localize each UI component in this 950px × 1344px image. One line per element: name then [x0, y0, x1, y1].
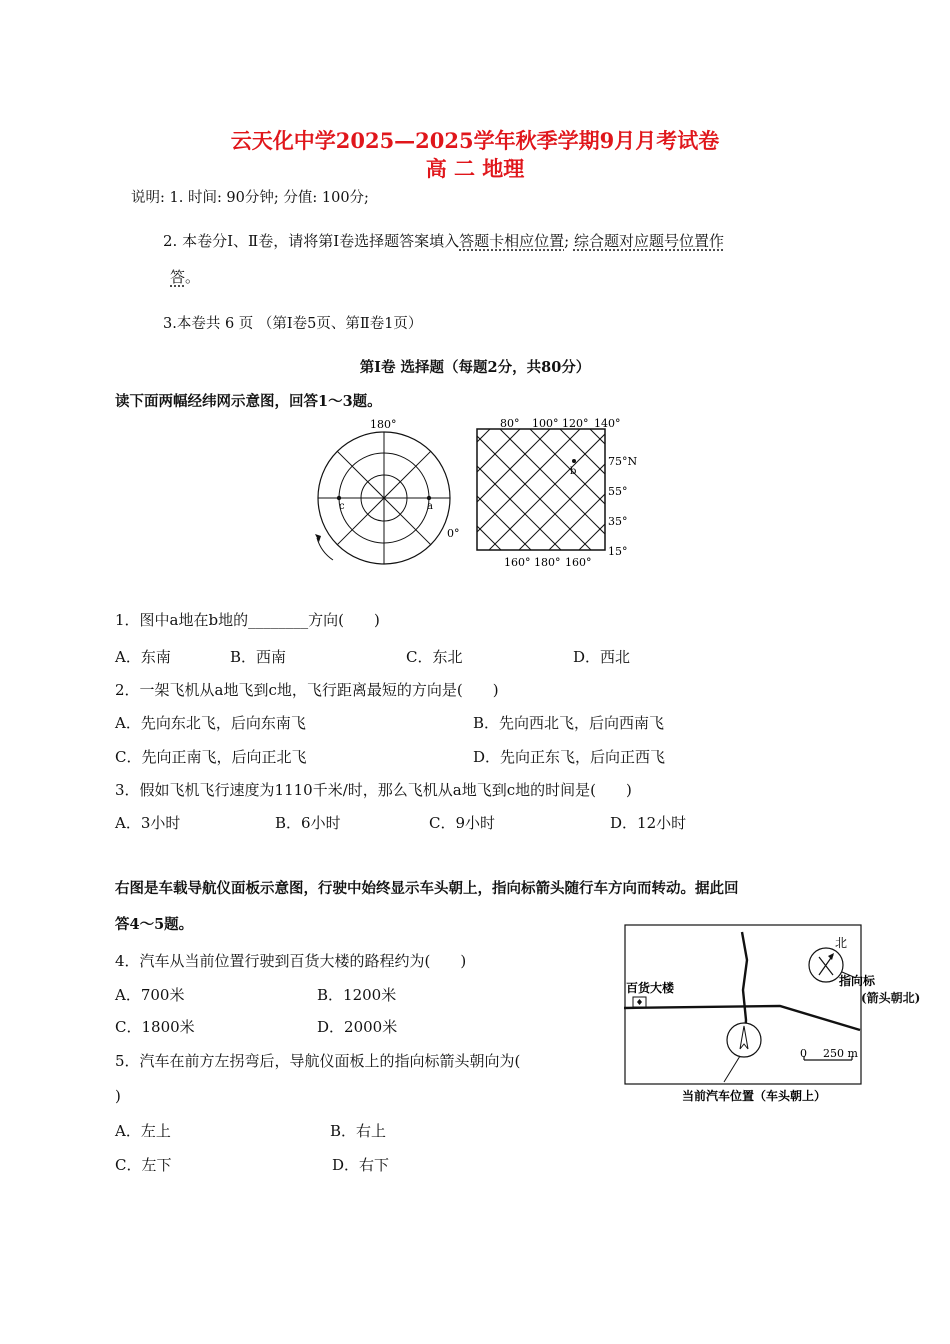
instruction-line-2 — [163, 230, 724, 251]
instruction-line-3 — [170, 266, 200, 287]
q2-option-a: A．先向东北飞，后向东南飞 — [115, 714, 306, 732]
q4-option-d: D．2000米 — [317, 1018, 398, 1036]
q4-option-a: A．700米 — [115, 986, 185, 1004]
q5-option-b: B．右上 — [330, 1122, 387, 1140]
exam-title: 云天化中学2025—2025学年秋季学期9月月考试卷 — [230, 128, 720, 153]
grid-top-label-3: 120° — [562, 417, 589, 430]
grid-bottom-label-1: 160° — [504, 556, 531, 569]
instruction-line-4: 3.本卷共 6 页 （第Ⅰ卷5页、第Ⅱ卷1页） — [163, 316, 423, 332]
mercator-graticule-diagram — [470, 412, 645, 572]
exam-subtitle: 高 二 地理 — [425, 156, 525, 181]
q5-option-c: C．左下 — [115, 1156, 172, 1174]
question-1-stem: 1．图中a地在b地的________方向( ) — [115, 611, 380, 629]
polar-graticule-diagram — [305, 412, 465, 572]
scale-value-label: 250 m — [823, 1047, 858, 1060]
q2-option-c: C．先向正南飞，后向正北飞 — [115, 748, 307, 766]
q5-option-d: D．右下 — [332, 1156, 390, 1174]
grid-right-label-3: 35° — [608, 515, 628, 528]
grid-point-b-label: b — [570, 466, 577, 477]
group2-intro-line-1: 右图是车载导航仪面板示意图，行驶中始终显示车头朝上，指向标箭头随行车方向而转动。据此回 — [115, 880, 739, 897]
q2-option-d: D．先向正东飞，后向正西飞 — [473, 748, 666, 766]
question-5-stem-line-1: 5．汽车在前方左拐弯后，导航仪面板上的指向标箭头朝向为( — [115, 1052, 521, 1070]
instruction-line-3-end: 。 — [185, 268, 201, 286]
instruction-line-2-mid: ; — [564, 232, 574, 250]
instruction-line-2-dotted-2: 综合题对应题号位置作 — [573, 232, 724, 250]
instruction-line-2-dotted: 答题卡相应位置 — [459, 232, 565, 250]
q3-option-a: A．3小时 — [115, 814, 181, 832]
question-5-stem-line-2: ) — [115, 1087, 121, 1105]
grid-right-label-2: 55° — [608, 485, 628, 498]
q1-option-b: B．西南 — [230, 648, 287, 666]
north-label: 北 — [835, 936, 848, 950]
polar-point-a-label: a — [427, 501, 433, 512]
grid-top-label-1: 80° — [500, 417, 520, 430]
instruction-line-1: 说明: 1. 时间: 90分钟; 分值: 100分; — [131, 190, 369, 206]
q3-option-c: C．9小时 — [429, 814, 496, 832]
q1-option-d: D．西北 — [573, 648, 631, 666]
q5-option-a: A．左上 — [115, 1122, 171, 1140]
q4-option-c: C．1800米 — [115, 1018, 195, 1036]
q1-option-c: C．东北 — [406, 648, 463, 666]
group2-intro-line-2: 答4～5题。 — [115, 916, 194, 933]
compass-label-2: (箭头朝北) — [861, 991, 921, 1005]
q4-option-b: B．1200米 — [317, 986, 397, 1004]
q3-option-b: B．6小时 — [275, 814, 341, 832]
car-position-caption: 当前汽车位置（车头朝上） — [682, 1089, 827, 1103]
instruction-line-2-prefix: 2. 本卷分Ⅰ、Ⅱ卷，请将第Ⅰ卷选择题答案填入 — [163, 232, 460, 250]
instruction-line-3-dotted: 答 — [170, 268, 186, 286]
q2-option-b: B．先向西北飞，后向西南飞 — [473, 714, 665, 732]
polar-point-c-label: c — [339, 501, 345, 512]
car-navigation-diagram — [620, 920, 875, 1110]
grid-top-label-2: 100° — [532, 417, 559, 430]
rotation-arrow — [317, 538, 333, 560]
grid-bottom-label-3: 160° — [565, 556, 592, 569]
question-2-stem: 2．一架飞机从a地飞到c地，飞行距离最短的方向是( ) — [115, 681, 499, 699]
grid-right-label-4: 15° — [608, 545, 628, 558]
compass-label-1: 指向标 — [838, 974, 875, 988]
grid-bottom-label-2: 180° — [534, 556, 561, 569]
compass-arrow-icon — [828, 953, 834, 960]
polar-top-label: 180° — [370, 418, 397, 431]
scale-zero-label: 0 — [800, 1047, 807, 1060]
section-heading: 第Ⅰ卷 选择题（每题2分，共80分） — [359, 359, 591, 376]
polar-bottom-right-label: 0° — [447, 527, 460, 540]
q3-option-d: D．12小时 — [610, 814, 687, 832]
point-a-marker — [427, 496, 431, 500]
department-store-label: 百货大楼 — [626, 981, 675, 995]
question-3-stem: 3．假如飞机飞行速度为1110千米/时，那么飞机从a地飞到c地的时间是( ) — [115, 781, 632, 799]
group1-intro: 读下面两幅经纬网示意图，回答1～3题。 — [115, 393, 382, 410]
q1-option-a: A．东南 — [115, 648, 171, 666]
point-c-marker — [337, 496, 341, 500]
grid-right-label-1: 75°N — [608, 455, 638, 468]
question-4-stem: 4．汽车从当前位置行驶到百货大楼的路程约为( ) — [115, 952, 467, 970]
grid-top-label-4: 140° — [594, 417, 621, 430]
point-b-marker — [572, 459, 576, 463]
